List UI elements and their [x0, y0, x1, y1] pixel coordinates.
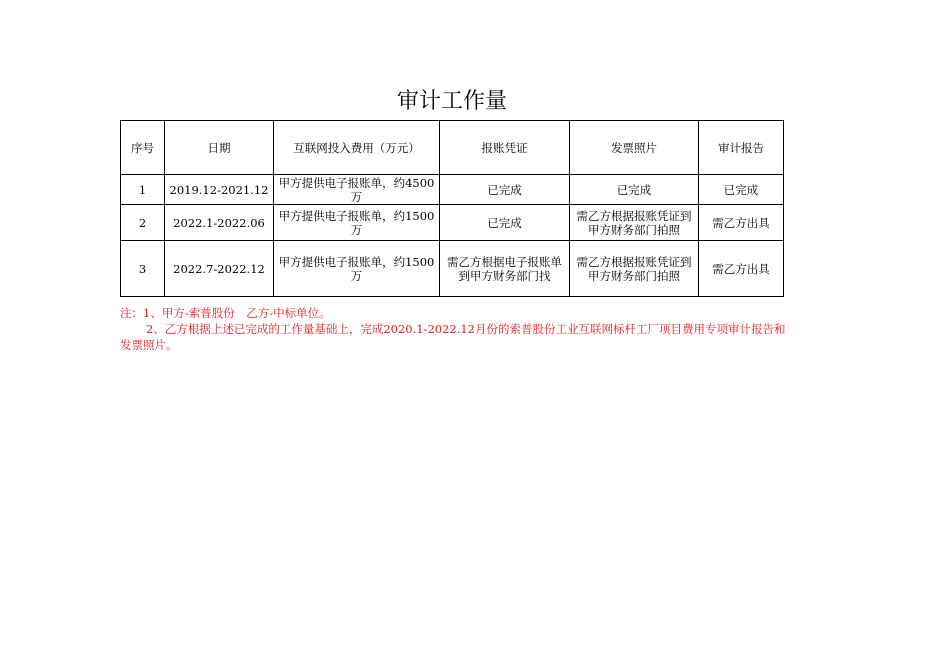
cell-invoice-photo: 需乙方根据报账凭证到甲方财务部门拍照: [570, 241, 699, 297]
note-line-1: 注：1、甲方-索普股份 乙方-中标单位。: [120, 306, 331, 320]
header-cell-invoice-photo: 发票照片: [570, 121, 699, 175]
cell-audit-report: 需乙方出具: [699, 241, 784, 297]
header-row: [121, 121, 784, 175]
table-row: [121, 175, 784, 205]
cell-invoice-photo: 已完成: [570, 175, 699, 205]
header-cell-date: 日期: [165, 121, 274, 175]
table-row: [121, 241, 784, 297]
cell-invoice-photo: 需乙方根据报账凭证到甲方财务部门拍照: [570, 205, 699, 241]
header-cell-index: 序号: [121, 121, 165, 175]
cell-index: 1: [121, 175, 165, 205]
audit-workload-table: [120, 120, 784, 297]
table-row: [121, 205, 784, 241]
document-title: 审计工作量: [396, 89, 507, 114]
cell-voucher: 已完成: [440, 175, 570, 205]
cell-audit-report: 已完成: [699, 175, 784, 205]
cell-voucher: 需乙方根据电子报账单到甲方财务部门找: [440, 241, 570, 297]
cell-date: 2022.1-2022.06: [165, 205, 274, 241]
cell-voucher: 已完成: [440, 205, 570, 241]
header-cell-cost: 互联网投入费用（万元）: [274, 121, 440, 175]
cell-date: 2019.12-2021.12: [165, 175, 274, 205]
header-cell-voucher: 报账凭证: [440, 121, 570, 175]
cell-index: 2: [121, 205, 165, 241]
cell-date: 2022.7-2022.12: [165, 241, 274, 297]
cell-index: 3: [121, 241, 165, 297]
cell-cost: 甲方提供电子报账单，约4500万: [274, 175, 440, 205]
notes: [120, 305, 788, 353]
note-line-2: 2、乙方根据上述已完成的工作量基础上，完成2020.1-2022.12月份的索普股份工业互联网标杆工厂项目费用专项审计报告和发票照片。: [120, 322, 786, 352]
cell-audit-report: 需乙方出具: [699, 205, 784, 241]
header-cell-audit-report: 审计报告: [699, 121, 784, 175]
cell-cost: 甲方提供电子报账单，约1500万: [274, 205, 440, 241]
cell-cost: 甲方提供电子报账单，约1500万: [274, 241, 440, 297]
